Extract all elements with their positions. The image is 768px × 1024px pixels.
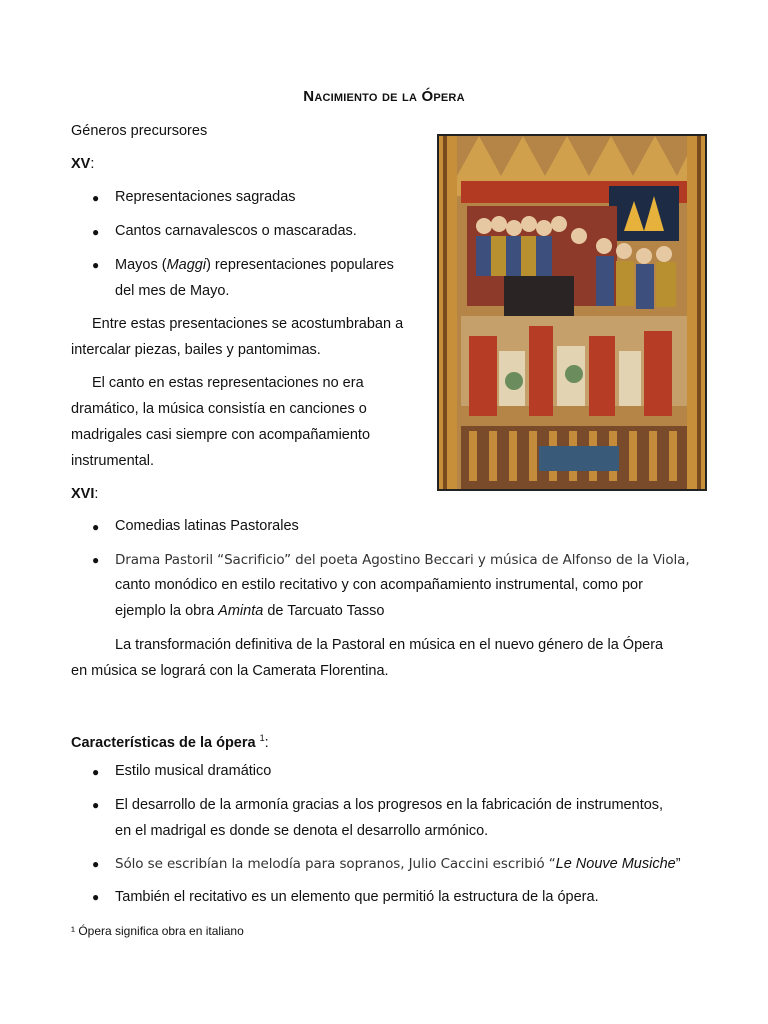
heading-xvi: XVI: (71, 486, 99, 502)
list-item-continued: ejemplo la obra Aminta de Tarcuato Tasso (115, 603, 385, 619)
list-item-continued: canto monódico en estilo recitativo y con acompañamiento instrumental, como por (115, 577, 643, 593)
list-item: También el recitativo es un elemento que permitió la estructura de la ópera. (115, 889, 599, 905)
paragraph-line: Entre estas presentaciones se acostumbraban a (92, 316, 404, 332)
list-item-continued: en el madrigal es donde se denota el desarrollo armónico. (115, 823, 489, 839)
bullet-icon: ● (92, 857, 100, 871)
footnote: ¹ Ópera significa obra en italiano (71, 924, 244, 938)
medieval-illumination-image (437, 134, 707, 491)
paragraph-line: instrumental. (71, 453, 155, 469)
bullet-icon: ● (92, 553, 100, 567)
list-item: Representaciones sagradas (115, 189, 296, 205)
illumination-picture (439, 136, 705, 489)
paragraph-line: dramático, la música consistía en canciones o (71, 401, 367, 417)
bullet-icon: ● (92, 225, 100, 239)
bullet-icon: ● (92, 520, 100, 534)
paragraph-line: madrigales casi siempre con acompañamiento (71, 427, 371, 443)
list-item: El desarrollo de la armonía gracias a los progresos en la fabricación de instrumentos, (115, 797, 664, 813)
paragraph-line: en música se logrará con la Camerata Florentina. (71, 663, 389, 679)
bullet-icon: ● (92, 258, 100, 272)
list-item: Estilo musical dramático (115, 763, 272, 779)
heading-xv: XV: (71, 156, 95, 172)
paragraph-line: El canto en estas representaciones no era (92, 375, 364, 391)
intro-text: Géneros precursores (71, 123, 208, 139)
paragraph-line: La transformación definitiva de la Pastoral en música en el nuevo género de la Ópera (115, 637, 664, 653)
bullet-icon: ● (92, 798, 100, 812)
footnote-ref[interactable]: 1 (259, 733, 265, 743)
paragraph-line: intercalar piezas, bailes y pantomimas. (71, 342, 321, 358)
bullet-icon: ● (92, 765, 100, 779)
page-title: Nacimiento de la Ópera (303, 88, 465, 105)
list-item: Cantos carnavalescos o mascaradas. (115, 223, 357, 239)
list-item-continued: del mes de Mayo. (115, 283, 230, 299)
list-item: Comedias latinas Pastorales (115, 518, 299, 534)
bullet-icon: ● (92, 890, 100, 904)
list-item: Sólo se escribían la melodía para sopranos, Julio Caccini escribió “Le Nouve Musiche” (115, 856, 681, 872)
bullet-icon: ● (92, 191, 100, 205)
list-item: Mayos (Maggi) representaciones populares (115, 257, 394, 273)
list-item: Drama Pastoril “Sacrificio” del poeta Agostino Beccari y música de Alfonso de la Viola, (115, 552, 690, 568)
heading-caracteristicas: Características de la ópera $^1$: (71, 733, 269, 751)
